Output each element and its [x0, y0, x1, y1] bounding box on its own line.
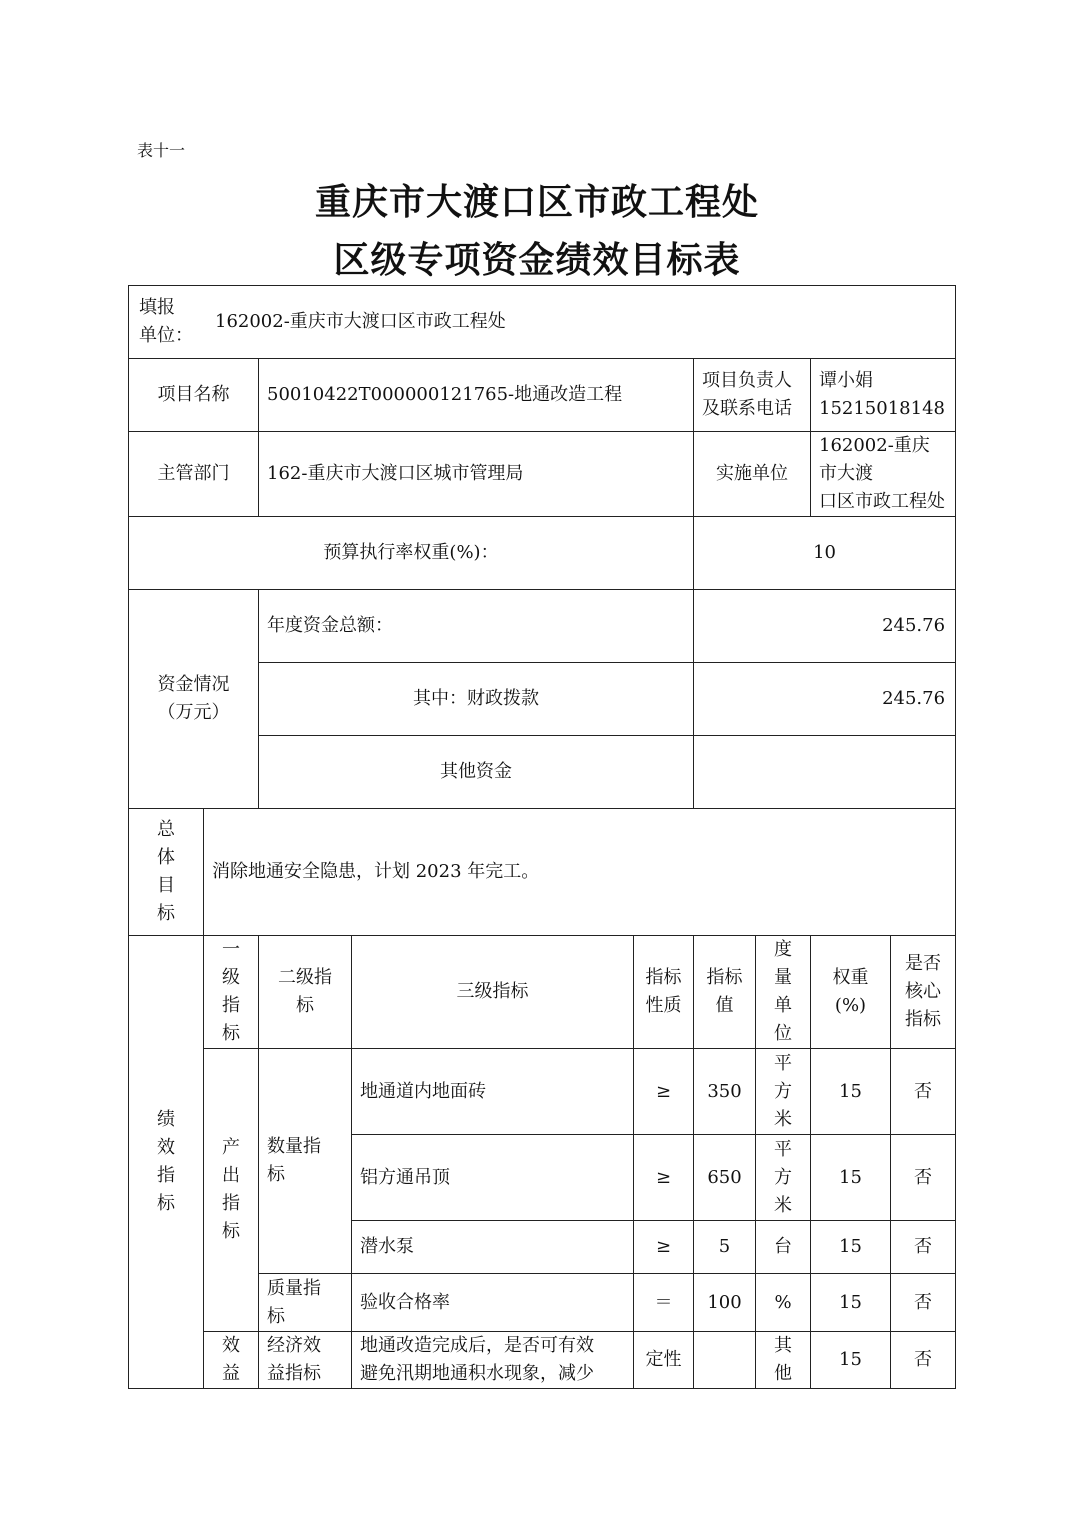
overall-goal-char: 标 [157, 903, 175, 924]
page-title: 重庆市大渡口区市政工程处 [314, 181, 759, 223]
unit-char: 平 [774, 1138, 792, 1160]
funds-label-1: 资金情况 [157, 674, 230, 695]
economic-label-1: 经济效 [267, 1335, 321, 1356]
benefit-char: 效 [222, 1335, 240, 1356]
header-level2-1: 二级指 [278, 967, 332, 988]
indicator-unit [756, 1274, 811, 1332]
header-weight-1: 权重 [832, 967, 869, 988]
header-char: 标 [222, 1023, 240, 1044]
indicator-name-line-2: 避免汛期地通积水现象，减少 [360, 1363, 594, 1384]
fiscal-label: 其中：财政拨款 [259, 663, 694, 736]
header-nature-2: 性质 [645, 995, 682, 1016]
page-subtitle: 区级专项资金绩效目标表 [333, 239, 741, 281]
header-level3: 三级指标 [352, 936, 634, 1049]
project-manager-label-2: 及联系电话 [702, 398, 792, 419]
header-nature-1: 指标 [645, 967, 682, 988]
overall-goal-value: 消除地通安全隐患，计划 2023 年完工。 [204, 809, 956, 936]
economic-indicator-label [259, 1332, 352, 1389]
header-value-2: 值 [715, 995, 734, 1016]
project-name-value: 50010422T000000121765-地通改造工程 [259, 359, 694, 432]
indicator-nature: ≥ [634, 1135, 694, 1221]
header-char: 量 [774, 967, 792, 988]
indicator-value: 5 [694, 1221, 756, 1274]
indicator-nature: ≥ [634, 1221, 694, 1274]
header-nature [634, 936, 694, 1049]
header-weight-2: (%) [834, 995, 867, 1016]
quantity-label-1: 数量指 [267, 1136, 321, 1157]
output-char: 产 [222, 1137, 240, 1158]
annual-total-label: 年度资金总额： [259, 590, 694, 663]
output-char: 指 [222, 1193, 240, 1214]
header-core-1: 是否 [905, 953, 942, 974]
overall-goal-label [129, 809, 204, 936]
dept-label: 主管部门 [129, 432, 259, 517]
impl-unit-value-2: 口区市政工程处 [819, 491, 945, 512]
performance-target-table [128, 285, 956, 1389]
fiscal-value: 245.76 [694, 663, 956, 736]
other-funds-label: 其他资金 [259, 736, 694, 809]
header-value-1: 指标 [706, 967, 743, 988]
unit-char: 米 [774, 1194, 792, 1216]
indicator-core: 否 [891, 1135, 956, 1221]
output-indicator-label [204, 1049, 259, 1332]
header-char: 度 [774, 939, 792, 960]
indicator-nature: 定性 [634, 1332, 694, 1389]
reporting-unit-row [129, 286, 956, 359]
indicators-char: 效 [157, 1137, 175, 1158]
indicator-value: 100 [694, 1274, 756, 1332]
unit-char: % [774, 1291, 792, 1313]
header-level1 [204, 936, 259, 1049]
budget-weight-value: 10 [694, 517, 956, 590]
header-char: 一 [222, 939, 240, 960]
header-char: 位 [774, 1023, 792, 1044]
project-manager-label-1: 项目负责人 [702, 370, 792, 391]
unit-char: 方 [774, 1080, 792, 1102]
header-weight [811, 936, 891, 1049]
header-char: 级 [222, 967, 240, 988]
indicator-unit [756, 1135, 811, 1221]
indicator-weight: 15 [811, 1332, 891, 1389]
reporting-unit-label-1: 填报 [139, 297, 175, 318]
funds-label [129, 590, 259, 809]
indicator-unit [756, 1221, 811, 1274]
header-unit [756, 936, 811, 1049]
indicator-name: 验收合格率 [352, 1274, 634, 1332]
overall-goal-char: 目 [157, 875, 175, 896]
indicator-name: 潜水泵 [352, 1221, 634, 1274]
quantity-label-2: 标 [267, 1164, 285, 1185]
indicators-section-label [129, 936, 204, 1389]
budget-weight-label: 预算执行率权重(%)： [129, 517, 694, 590]
benefit-char: 益 [222, 1363, 240, 1384]
dept-value: 162-重庆市大渡口区城市管理局 [259, 432, 694, 517]
table-label: 表十一 [137, 141, 186, 160]
indicator-name: 铝方通吊顶 [352, 1135, 634, 1221]
indicators-char: 标 [157, 1193, 175, 1214]
indicator-unit [756, 1332, 811, 1389]
indicator-name: 地通道内地面砖 [352, 1049, 634, 1135]
project-manager-label [694, 359, 811, 432]
indicator-unit [756, 1049, 811, 1135]
impl-unit-value-1: 162002-重庆市大渡 [819, 435, 930, 484]
indicator-weight: 15 [811, 1135, 891, 1221]
indicator-weight: 15 [811, 1049, 891, 1135]
header-char: 单 [774, 995, 792, 1016]
unit-char: 其 [774, 1335, 792, 1356]
indicator-name-line-1: 地通改造完成后，是否可有效 [360, 1335, 594, 1356]
project-name-label: 项目名称 [129, 359, 259, 432]
header-level2-2: 标 [296, 995, 314, 1016]
indicator-core: 否 [891, 1332, 956, 1389]
unit-char: 米 [774, 1108, 792, 1130]
indicators-char: 指 [157, 1165, 175, 1186]
indicator-core: 否 [891, 1049, 956, 1135]
indicator-nature: ＝ [634, 1274, 694, 1332]
indicator-name [352, 1332, 634, 1389]
project-manager-value: 谭小娟 15215018148 [811, 359, 956, 432]
benefit-indicator-label [204, 1332, 259, 1389]
indicator-core: 否 [891, 1221, 956, 1274]
impl-unit-label: 实施单位 [694, 432, 811, 517]
indicators-char: 绩 [157, 1109, 175, 1130]
overall-goal-char: 总 [157, 819, 175, 840]
indicator-nature: ≥ [634, 1049, 694, 1135]
header-value [694, 936, 756, 1049]
overall-goal-char: 体 [157, 847, 175, 868]
indicator-value: 350 [694, 1049, 756, 1135]
indicator-core: 否 [891, 1274, 956, 1332]
header-core-2: 核心 [905, 981, 942, 1002]
header-core [891, 936, 956, 1049]
other-funds-value [694, 736, 956, 809]
unit-char: 台 [774, 1236, 792, 1257]
header-core-3: 指标 [905, 1009, 942, 1030]
indicator-weight: 15 [811, 1221, 891, 1274]
unit-char: 方 [774, 1166, 792, 1188]
annual-total-value: 245.76 [694, 590, 956, 663]
economic-label-2: 益指标 [267, 1363, 321, 1384]
indicator-value: 650 [694, 1135, 756, 1221]
quality-label-2: 标 [267, 1305, 285, 1327]
unit-char: 他 [774, 1363, 792, 1384]
output-char: 出 [222, 1165, 240, 1186]
header-level2 [259, 936, 352, 1049]
indicator-weight: 15 [811, 1274, 891, 1332]
reporting-unit-value: 162002-重庆市大渡口区市政工程处 [215, 311, 506, 332]
impl-unit-value [811, 432, 956, 517]
quantity-indicator-label [259, 1049, 352, 1274]
funds-label-2: （万元） [157, 702, 230, 723]
unit-char: 平 [774, 1052, 792, 1074]
output-char: 标 [222, 1221, 240, 1242]
header-char: 指 [222, 995, 240, 1016]
quality-indicator-label [259, 1274, 352, 1332]
quality-label-1: 质量指 [267, 1277, 321, 1299]
indicator-value [694, 1332, 756, 1389]
reporting-unit-label-2: 单位： [139, 325, 193, 346]
